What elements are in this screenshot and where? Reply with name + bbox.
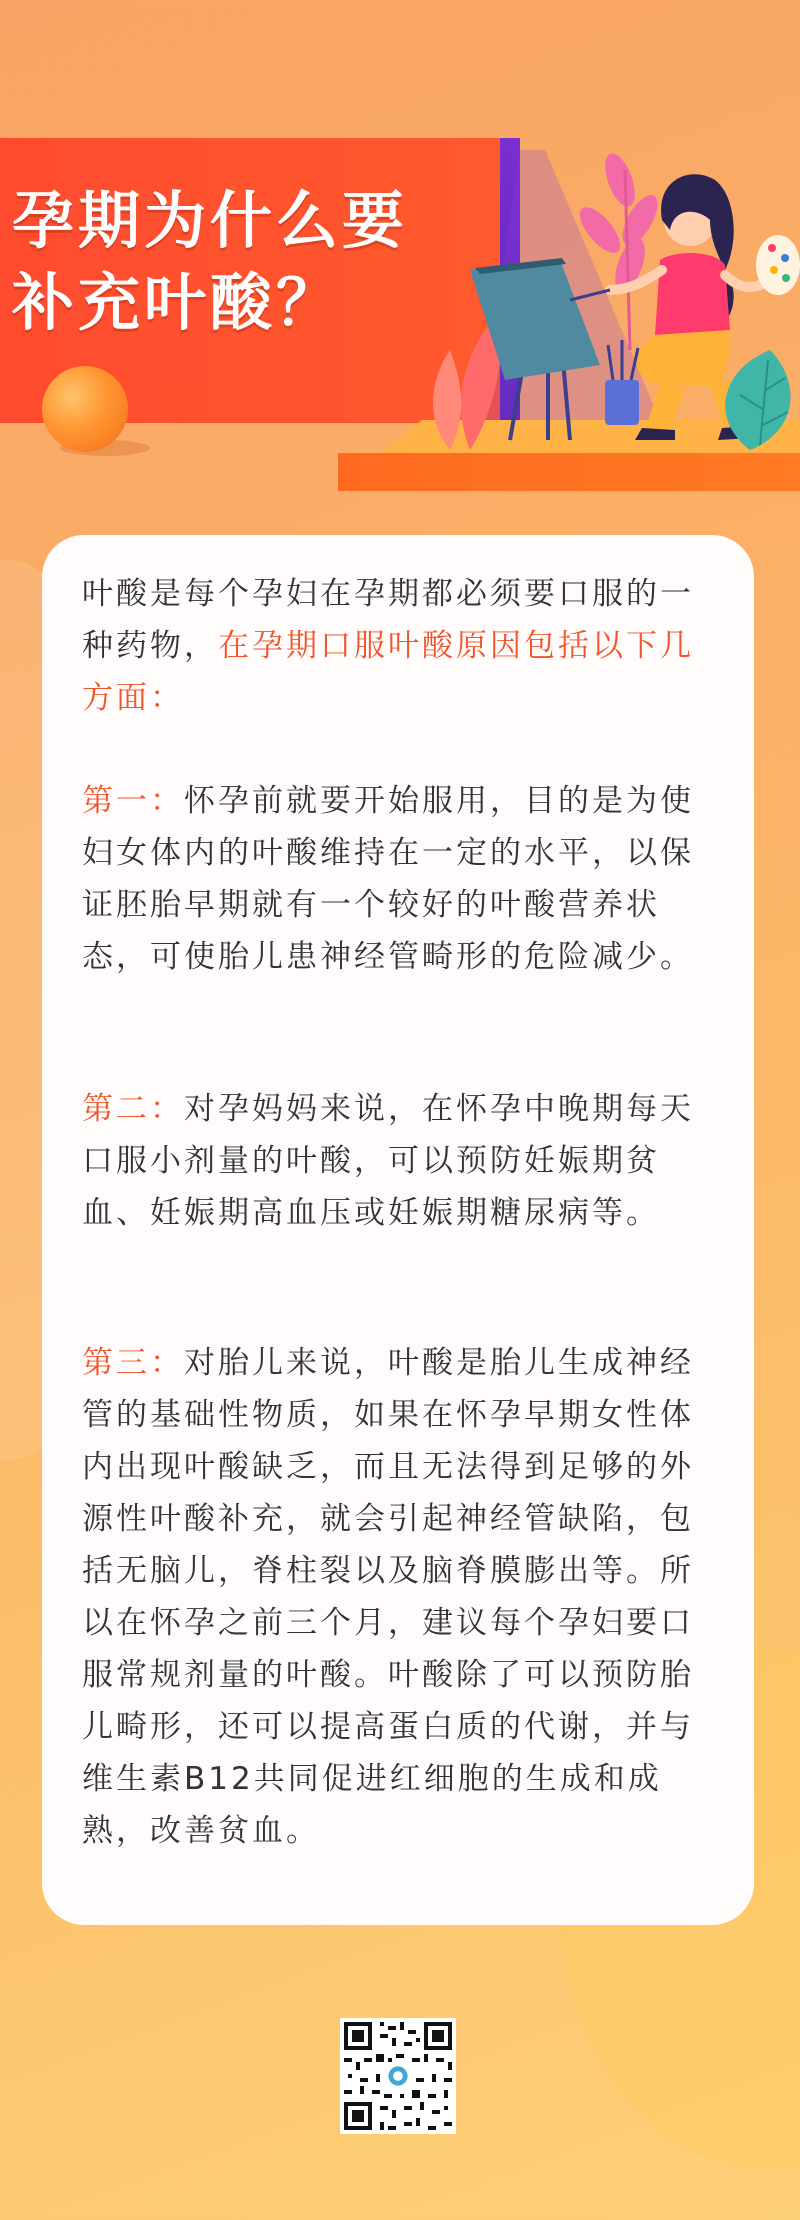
intro-highlight: 在孕期口服叶酸原因包括以下几方面：: [82, 628, 694, 716]
page-title-line-2: 补充叶酸？: [12, 266, 343, 339]
point-3-label: 第三：: [82, 1345, 184, 1381]
page-title-line-1: 孕期为什么要: [12, 184, 409, 257]
point-2-paragraph: [82, 1083, 722, 1239]
point-3-text: 对胎儿来说，叶酸是胎儿生成神经管的基础性物质，如果在怀孕早期女性体内出现叶酸缺乏，而且无法得到足够的外源性叶酸补充，就会引起神经管缺陷，包括无脑儿，脊柱裂以及脑脊膜膨出等。所以在怀孕之前三个月，建议每个孕妇要口服常规剂量的叶酸。叶酸除了可以预防胎儿畸形，还可以提高蛋白质的代谢，并与维生素B12共同促进红细胞的生成和成熟，改善贫血。: [82, 1345, 694, 1849]
painter-woman-illustration: [330, 150, 800, 450]
point-3-paragraph: [82, 1337, 722, 1857]
point-1-text: 怀孕前就要开始服用，目的是为使妇女体内的叶酸维持在一定的水平，以保证胚胎早期就有一个较好的叶酸营养状态，可使胎儿患神经管畸形的危险减少。: [82, 783, 694, 975]
point-2-label: 第二：: [82, 1091, 184, 1127]
orange-ball-icon: [42, 366, 128, 452]
qr-code-icon[interactable]: [340, 2018, 456, 2134]
intro-text: 叶酸是每个孕妇在孕期都必须要口服的一种药物，: [82, 576, 694, 664]
point-1-paragraph: [82, 775, 722, 983]
point-2-text: 对孕妈妈来说，在怀孕中晚期每天口服小剂量的叶酸，可以预防妊娠期贫血、妊娠期高血压或妊娠期糖尿病等。: [82, 1091, 694, 1231]
point-1-label: 第一：: [82, 783, 184, 819]
platform: [338, 453, 800, 491]
intro-paragraph: [82, 568, 722, 724]
